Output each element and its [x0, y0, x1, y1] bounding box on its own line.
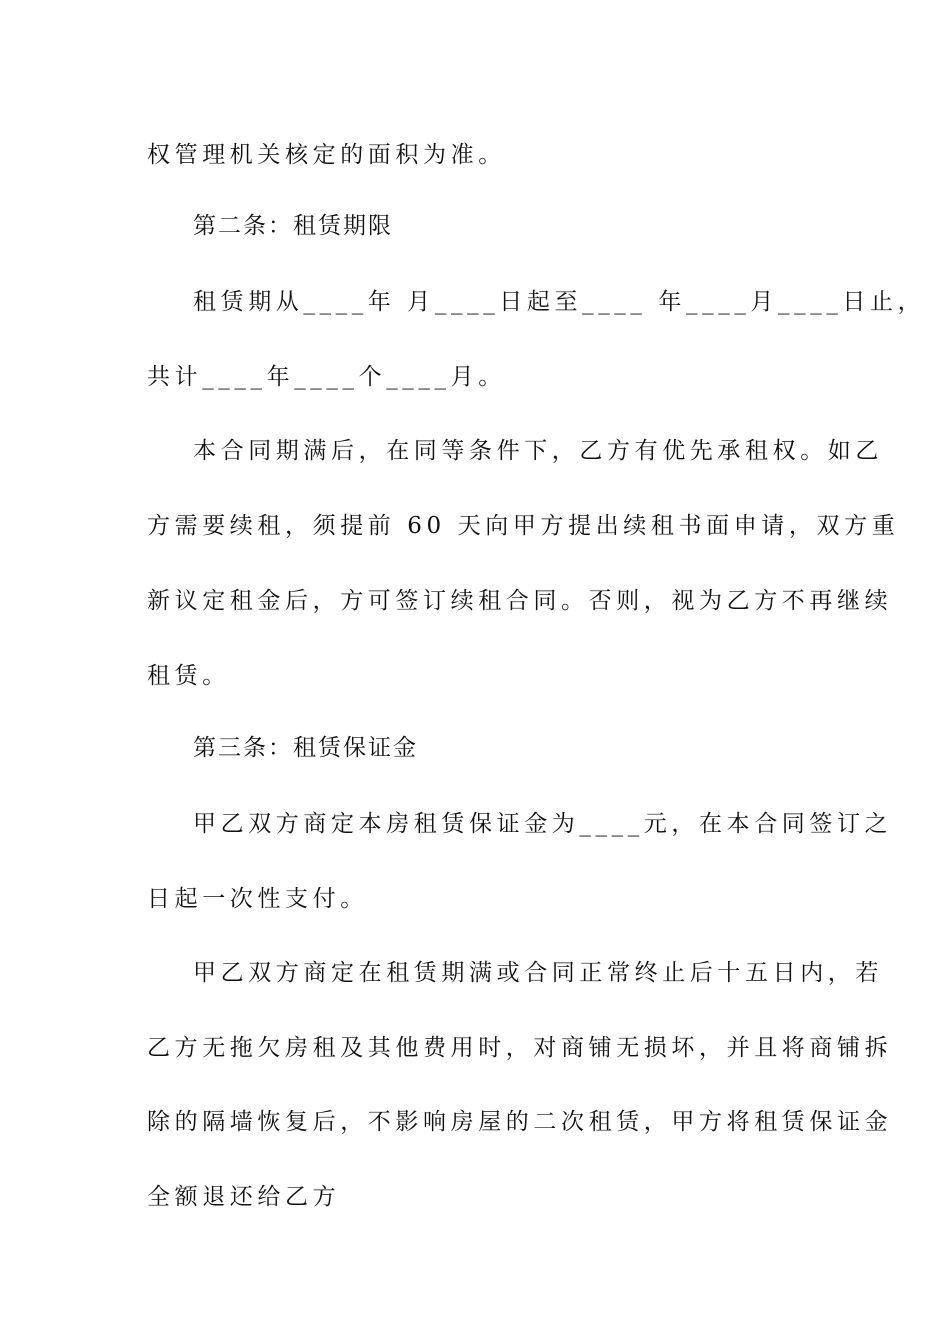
- paragraph-line: 本合同期满后，在同等条件下，乙方有优先承租权。如乙: [193, 438, 883, 464]
- section-heading-article-3: 第三条：租赁保证金: [193, 735, 418, 761]
- paragraph-line: 除的隔墙恢复后，不影响房屋的二次租赁，甲方将租赁保证金: [147, 1109, 893, 1135]
- paragraph-line: 共计____年____个____月。: [147, 364, 506, 390]
- paragraph-line: 乙方无拖欠房租及其他费用时，对商铺无损坏，并且将商铺拆: [147, 1035, 893, 1061]
- paragraph-line: 租赁。: [147, 663, 230, 689]
- paragraph-line: 权管理机关核定的面积为准。: [147, 142, 506, 168]
- paragraph-line: 新议定租金后，方可签订续租合同。否则，视为乙方不再继续: [147, 588, 893, 614]
- paragraph-line: 日起一次性支付。: [147, 886, 368, 912]
- paragraph-line: 租赁期从____年 月____日起至____ 年____月____日止，: [193, 289, 926, 315]
- paragraph-line: 甲乙双方商定在租赁期满或合同正常终止后十五日内，若: [193, 960, 883, 986]
- paragraph-line: 方需要续租，须提前 60 天向甲方提出续租书面申请，双方重: [147, 513, 900, 539]
- section-heading-article-2: 第二条：租赁期限: [193, 213, 393, 239]
- paragraph-line: 甲乙双方商定本房租赁保证金为____元，在本合同签订之: [193, 811, 893, 837]
- paragraph-line: 全额退还给乙方: [147, 1184, 341, 1210]
